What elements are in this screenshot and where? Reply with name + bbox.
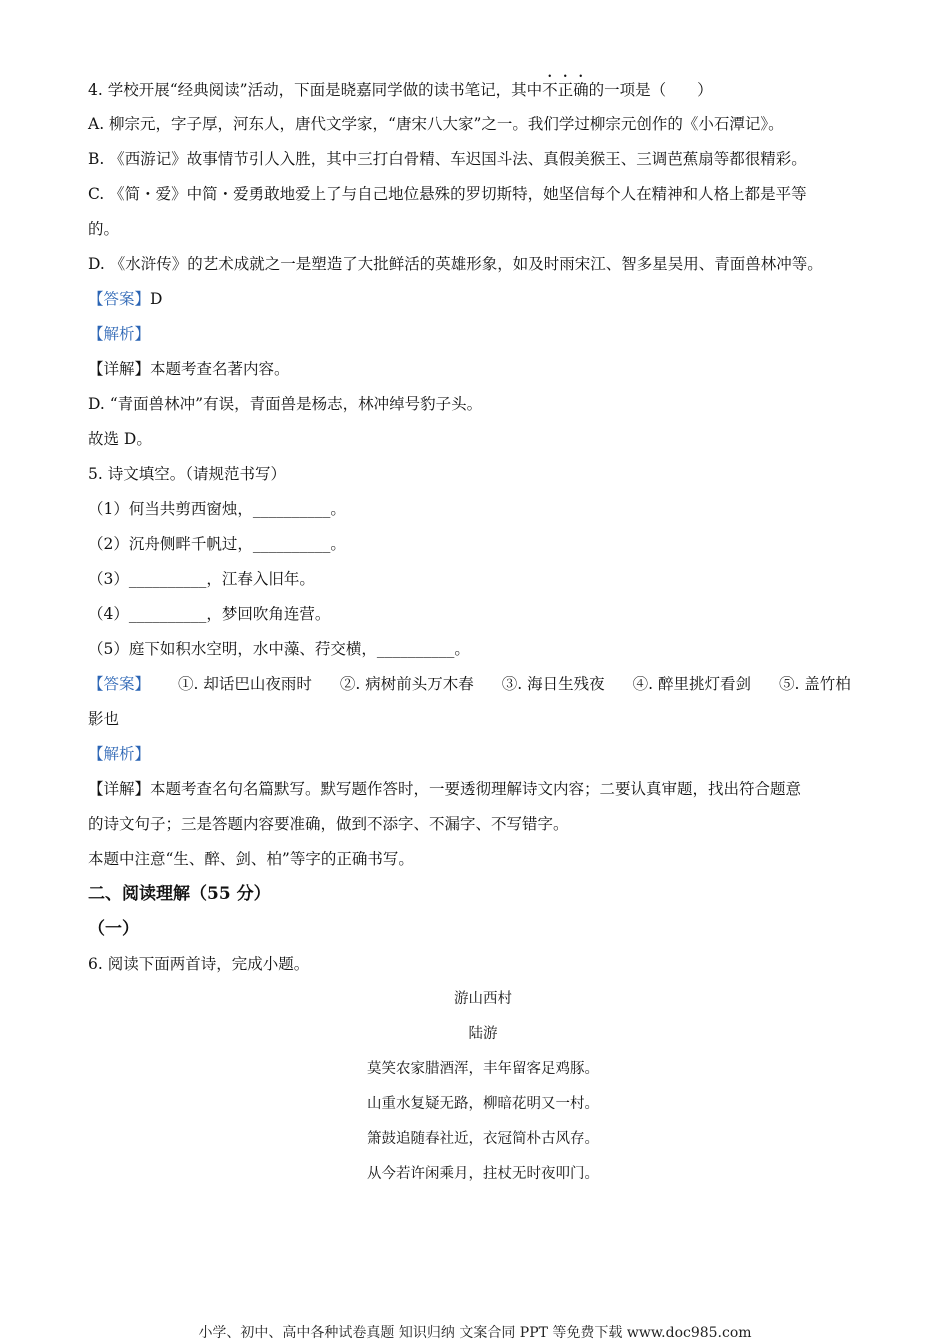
- subsection-heading: （一）: [88, 919, 139, 939]
- answer-tag: 【答案】: [88, 290, 151, 308]
- q5-item-4: （4）__________，梦回吹角连营。: [88, 605, 331, 623]
- q4-detail: [88, 352, 878, 387]
- answer-tag: 【答案】: [88, 675, 151, 693]
- q4-answer-value: D: [150, 290, 163, 308]
- analysis-tag: 【解析】: [88, 745, 151, 763]
- q4-stem-tail: 的一项是（ ）: [588, 81, 713, 99]
- analysis-tag: 【解析】: [88, 325, 151, 343]
- q4-answer: [88, 282, 878, 317]
- q4-stem-emphasis: 不正确: [542, 81, 589, 99]
- q4-analysis: [88, 317, 878, 352]
- q5-item-1: （1）何当共剪西窗烛，__________。: [88, 500, 346, 518]
- q5-item-3: （3）__________，江春入旧年。: [88, 570, 315, 588]
- q4-detail-text: 本题考查名著内容。: [150, 360, 290, 378]
- q5-analysis: [88, 737, 878, 772]
- document-body: [88, 72, 878, 1192]
- q5-item-2: （2）沉舟侧畔千帆过，__________。: [88, 535, 346, 553]
- poem-line-3: 箫鼓追随春社近，衣冠简朴古风存。: [367, 1131, 599, 1147]
- poem-line-4: 从今若许闲乘月，拄杖无时夜叩门。: [367, 1166, 599, 1182]
- q5-stem: 5. 诗文填空。（请规范书写）: [88, 465, 286, 483]
- section-heading: 二、阅读理解（55 分）: [88, 884, 271, 904]
- q5-detail-line2: 的诗文句子；三是答题内容要准确，做到不添字、不漏字、不写错字。: [88, 815, 569, 833]
- q4-stem: [88, 72, 878, 107]
- poem-title: 游山西村: [454, 991, 512, 1007]
- q5-detail-line1: [88, 772, 878, 807]
- q4-option-d: D. 《水浒传》的艺术成就之一是塑造了大批鲜活的英雄形象，如及时雨宋江、智多星吴用、青面兽林冲等。: [88, 255, 823, 273]
- q5-note: 本题中注意“生、醉、剑、柏”等字的正确书写。: [88, 850, 414, 868]
- q5-answer-5: ⑤. 盖竹柏: [778, 675, 851, 693]
- q5-answer-4: ④. 醉里挑灯看剑: [632, 675, 751, 693]
- q5-answers: [88, 667, 878, 702]
- q4-option-b: B. 《西游记》故事情节引人入胜，其中三打白骨精、车迟国斗法、真假美猴王、三调芭蕉扇等都很精彩。: [88, 150, 807, 168]
- page-footer: 小学、初中、高中各种试卷真题 知识归纳 文案合同 PPT 等免费下载 www.doc985.com: [198, 1325, 752, 1341]
- q5-answer-2: ②. 病树前头万木春: [339, 675, 474, 693]
- detail-tag: 【详解】: [88, 780, 151, 798]
- q6-stem: 6. 阅读下面两首诗，完成小题。: [88, 955, 310, 973]
- poem-line-1: 莫笑农家腊酒浑，丰年留客足鸡豚。: [367, 1061, 599, 1077]
- q4-option-a: A. 柳宗元，字子厚，河东人，唐代文学家，“唐宋八大家”之一。我们学过柳宗元创作的《小石潭记》。: [88, 115, 784, 133]
- q4-option-c-line1: C. 《简・爱》中简・爱勇敢地爱上了与自己地位悬殊的罗切斯特，她坚信每个人在精神和人格上都是平等: [88, 185, 807, 203]
- q5-answer-1: ①. 却话巴山夜雨时: [178, 675, 312, 693]
- q5-answer-3: ③. 海日生残夜: [501, 675, 605, 693]
- poem-author: 陆游: [468, 1026, 498, 1042]
- poem-line-2: 山重水复疑无路，柳暗花明又一村。: [367, 1096, 599, 1112]
- q4-choose: 故选 D。: [88, 430, 152, 448]
- q5-detail-text: 本题考查名句名篇默写。默写题作答时，一要透彻理解诗文内容；二要认真审题，找出符合题意: [150, 780, 802, 798]
- q4-detail2: D. “青面兽林冲”有误，青面兽是杨志，林冲绰号豹子头。: [88, 395, 483, 413]
- q4-option-c-line2: 的。: [88, 220, 120, 238]
- q5-answers-cont: 影也: [88, 710, 120, 728]
- detail-tag: 【详解】: [88, 360, 151, 378]
- q5-item-5: （5）庭下如积水空明，水中藻、荇交横，__________。: [88, 640, 470, 658]
- q4-stem-text: 4. 学校开展“经典阅读”活动，下面是晓嘉同学做的读书笔记，其中: [88, 81, 543, 99]
